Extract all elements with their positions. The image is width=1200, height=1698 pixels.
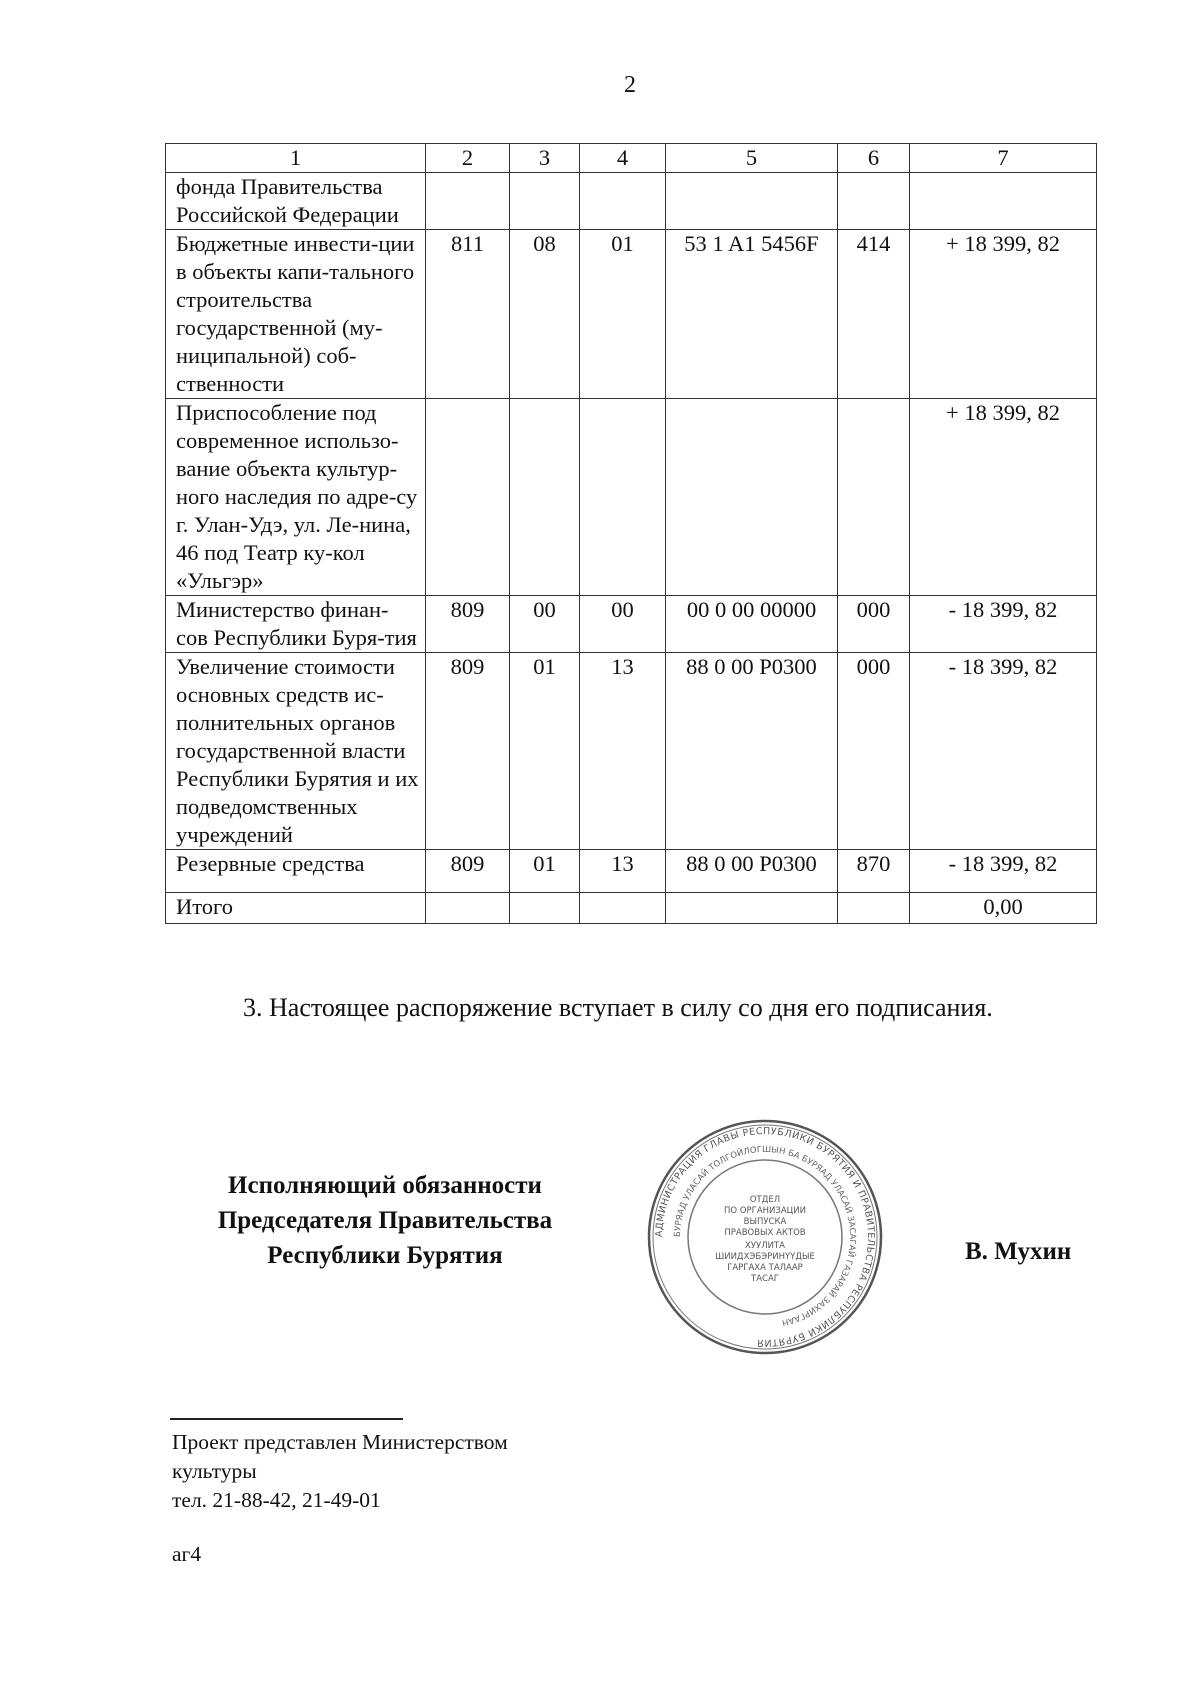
row-cell: 53 1 A1 5456F	[666, 230, 838, 399]
row-amount-cell: - 18 399, 82	[910, 596, 1097, 653]
signatory-name: В. Мухин	[965, 1238, 1072, 1265]
table-row	[166, 173, 1097, 230]
column-header: 5	[666, 144, 838, 173]
row-cell: 01	[510, 850, 580, 893]
project-note	[172, 1428, 508, 1515]
signatory-position	[160, 1168, 610, 1273]
seal-center-line: ПО ОРГАНИЗАЦИИ	[724, 1206, 806, 1216]
row-cell: 08	[510, 230, 580, 399]
row-amount-cell: + 18 399, 82	[910, 230, 1097, 399]
row-amount-cell: + 18 399, 82	[910, 399, 1097, 596]
row-cell: 13	[580, 653, 666, 850]
row-name-cell: Итого	[166, 893, 426, 924]
note-line: Проект представлен Министерством	[172, 1430, 508, 1454]
row-cell: 88 0 00 P0300	[666, 653, 838, 850]
row-cell	[838, 399, 910, 596]
row-cell	[666, 173, 838, 230]
note-line: тел. 21-88-42, 21-49-01	[172, 1488, 381, 1512]
seal-inner-text: БУРЯАД УЛАСАЙ ТОЛГОЙЛОГШЫН БА БУРЯАД УЛАСАЙ ЗАСАГАЙ ГАЗАРАЙ ЗАХИРГААН	[672, 1144, 858, 1328]
row-cell	[666, 893, 838, 924]
row-cell: 00 0 00 00000	[666, 596, 838, 653]
page-number: 2	[624, 72, 636, 98]
row-cell: 00	[510, 596, 580, 653]
row-cell: 00	[580, 596, 666, 653]
row-name-cell: Министерство финан-сов Республики Буря-тия	[166, 596, 426, 653]
row-cell	[426, 399, 510, 596]
row-cell: 13	[580, 850, 666, 893]
seal-center-line: ХУУЛИТА	[745, 1241, 785, 1251]
seal-center-line: ПРАВОВЫХ АКТОВ	[724, 1228, 806, 1238]
row-amount-cell: - 18 399, 82	[910, 850, 1097, 893]
row-cell	[580, 893, 666, 924]
row-cell: 88 0 00 P0300	[666, 850, 838, 893]
row-cell	[510, 173, 580, 230]
row-amount-cell: - 18 399, 82	[910, 653, 1097, 850]
seal-center-line: ШИИДХЭБЭРИНҮҮДЫЕ	[715, 1252, 815, 1262]
row-name-cell: фонда Правительства Российской Федерации	[166, 173, 426, 230]
row-amount-cell	[910, 173, 1097, 230]
table-header-row	[166, 144, 1097, 173]
row-cell	[666, 399, 838, 596]
row-cell	[426, 173, 510, 230]
row-cell: 414	[838, 230, 910, 399]
column-header: 3	[510, 144, 580, 173]
row-cell: 809	[426, 653, 510, 850]
row-name-cell: Увеличение стоимости основных средств ис-полнительных органов государственной власти Республики Бурятия и их подведомственных учреждений	[166, 653, 426, 850]
row-cell: 000	[838, 596, 910, 653]
clause-paragraph: 3. Настоящее распоряжение вступает в силу со дня его подписания.	[243, 993, 993, 1022]
table-total-row	[166, 893, 1097, 924]
row-cell	[510, 399, 580, 596]
row-cell	[580, 173, 666, 230]
position-line: Председателя Правительства	[217, 1207, 553, 1234]
official-seal-stamp	[645, 1117, 885, 1357]
table-row	[166, 399, 1097, 596]
seal-center-line: ГАРГАХА ТАЛААР	[727, 1263, 803, 1273]
column-header: 6	[838, 144, 910, 173]
column-header: 2	[426, 144, 510, 173]
row-cell	[426, 893, 510, 924]
row-cell: 870	[838, 850, 910, 893]
document-code: аг4	[172, 1542, 202, 1566]
row-cell: 01	[580, 230, 666, 399]
row-name-cell: Приспособление под современное использо-вание объекта культур-ного наследия по адре-су г. Улан-Удэ, ул. Ле-нина, 46 под Театр ку-кол «Ульгэр»	[166, 399, 426, 596]
seal-center-line: ТАСАГ	[751, 1274, 779, 1284]
table-row	[166, 850, 1097, 893]
row-name-cell: Резервные средства	[166, 850, 426, 893]
position-line: Исполняющий обязанности	[228, 1172, 542, 1199]
row-cell: 809	[426, 850, 510, 893]
row-name-cell: Бюджетные инвести-ции в объекты капи-тального строительства государственной (му-ниципальной) соб-ственности	[166, 230, 426, 399]
row-cell: 811	[426, 230, 510, 399]
budget-table	[165, 143, 1097, 924]
row-cell	[838, 173, 910, 230]
row-cell	[580, 399, 666, 596]
seal-center-line: ОТДЕЛ	[749, 1195, 781, 1205]
table-row	[166, 230, 1097, 399]
row-cell	[838, 893, 910, 924]
table-row	[166, 653, 1097, 850]
row-amount-cell: 0,00	[910, 893, 1097, 924]
row-cell: 01	[510, 653, 580, 850]
seal-center-line: ВЫПУСКА	[743, 1217, 787, 1227]
row-cell	[510, 893, 580, 924]
column-header: 7	[910, 144, 1097, 173]
column-header: 1	[166, 144, 426, 173]
row-cell: 809	[426, 596, 510, 653]
table-row	[166, 596, 1097, 653]
position-line: Республики Бурятия	[267, 1242, 503, 1269]
row-cell: 000	[838, 653, 910, 850]
footnote-divider	[170, 1418, 403, 1420]
note-line: культуры	[172, 1459, 257, 1483]
seal-outer-text: АДМИНИСТРАЦИЯ ГЛАВЫ РЕСПУБЛИКИ БУРЯТИЯ И ПРАВИТЕЛЬСТВА РЕСПУБЛИКИ БУРЯТИЯ	[653, 1125, 877, 1349]
column-header: 4	[580, 144, 666, 173]
